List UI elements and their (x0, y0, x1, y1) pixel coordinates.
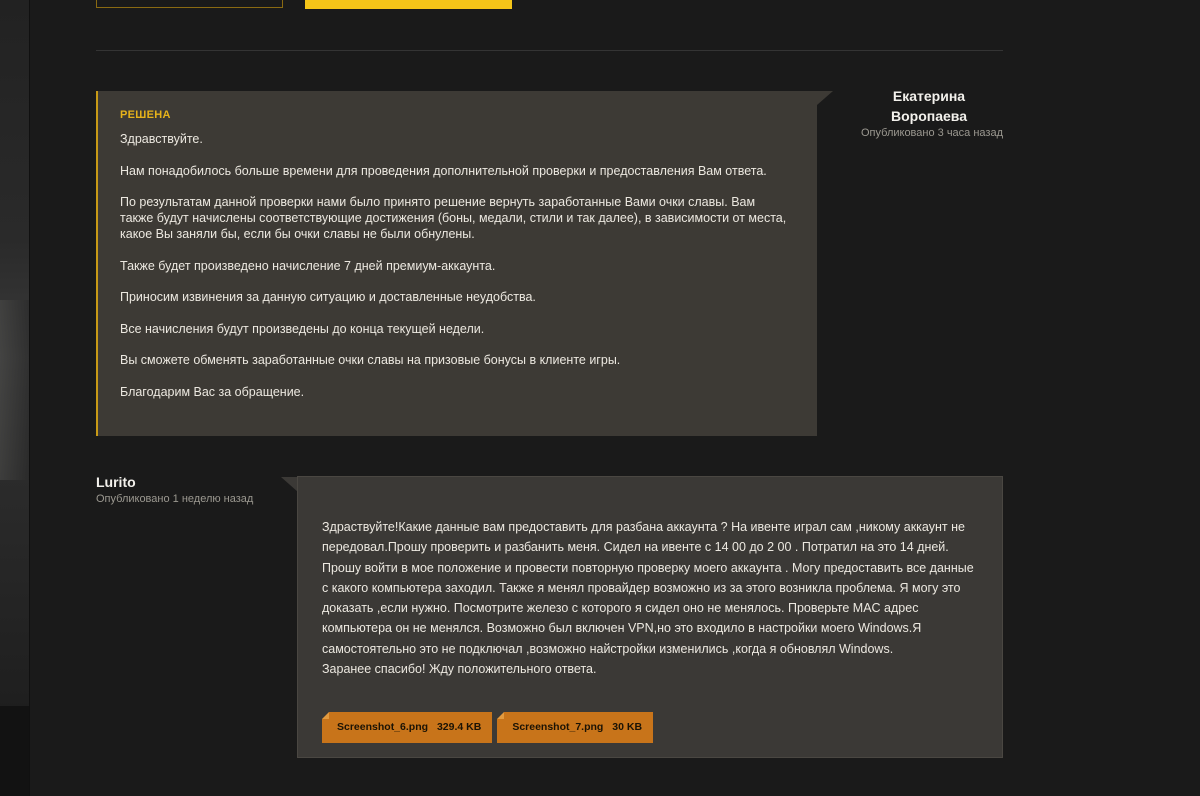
reply-published-time: Опубликовано 3 часа назад (861, 127, 1003, 139)
secondary-button-edge[interactable] (96, 0, 283, 8)
attachment-size: 329.4 KB (436, 721, 482, 733)
reply-paragraph: Приносим извинения за данную ситуацию и доставленные неудобства. (120, 290, 536, 304)
primary-button-edge[interactable] (305, 0, 512, 9)
file-attachment-icon (497, 712, 504, 719)
agent-last-name: Воропаева (890, 108, 967, 124)
reply-paragraph: Также будет произведено начисление 7 дней премиум-аккаунта. (120, 258, 496, 273)
reply-paragraph: По результатам данной проверки нами было принято решение вернуть заработанные Вами очки славы. Вам также будут начислены соответствующие достижения (боны, медали, стили и так далее), в зависимости от места, какое Вы заняли бы, если бы очки славы не были обнулены. (120, 195, 787, 241)
user-message (297, 476, 1003, 758)
background-image-edge (0, 0, 30, 796)
background-foot (0, 706, 29, 796)
support-agent-name (855, 86, 1003, 126)
reply-paragraph: Благодарим Вас за обращение. (120, 384, 305, 399)
file-attachment-icon (322, 712, 329, 719)
attachment-screenshot-7[interactable] (497, 712, 653, 743)
reply-paragraph: Вы сможете обменять заработанные очки славы на призовые бонусы в клиенте игры. (120, 353, 621, 367)
reply-paragraph: Нам понадобилось больше времени для проведения дополнительной проверки и предоставления Вам ответа. (120, 163, 767, 178)
attachment-screenshot-6[interactable] (322, 712, 492, 743)
user-published-time: Опубликовано 1 неделю назад (96, 493, 254, 505)
attachment-filename: Screenshot_6.png (337, 721, 429, 733)
reply-paragraph: Все начисления будут произведены до конца текущей недели. (120, 321, 485, 336)
attachments (322, 712, 653, 743)
status-badge: РЕШЕНА (120, 109, 171, 121)
user-bubble-tail (281, 477, 298, 492)
attachment-size: 30 KB (612, 721, 643, 733)
user-name: Lurito (96, 474, 136, 490)
support-reply (96, 91, 817, 436)
user-message-text: Здраствуйте!Какие данные вам предоставить для разбана аккаунта ? На ивенте играл сам ,никому аккаунт не передовал.Прошу проверить и разбанить меня. Сидел на ивенте с 14 00 до 2 00 . Потратил на это 14 дней. Прошу войти в мое положение и провести повторную проверку моего аккаунта . Могу предоставить все данные с какого компьютера заходил. Также я менял провайдер возможно из за этого возникла проблема. Я могу это доказать ,если нужно. Посмотрите железо с которого я сидел оно не менялось. Проверьте MAC адрес компьютера он не менялся. Возможно был включен VPN,но это входило в настройки моего Windows.Я самостоятельно это не подключал ,возможно найстройки изменились ,когда я обновлял Windows. (322, 520, 974, 656)
agent-first-name: Екатерина (892, 88, 966, 104)
section-divider (96, 50, 1003, 51)
reply-paragraph: Здравствуйте. (120, 132, 203, 146)
attachment-filename: Screenshot_7.png (512, 721, 604, 733)
reply-bubble-tail (817, 91, 833, 105)
background-shade (0, 300, 29, 480)
user-message-closing: Заранее спасибо! Жду положительного ответа. (322, 662, 597, 677)
